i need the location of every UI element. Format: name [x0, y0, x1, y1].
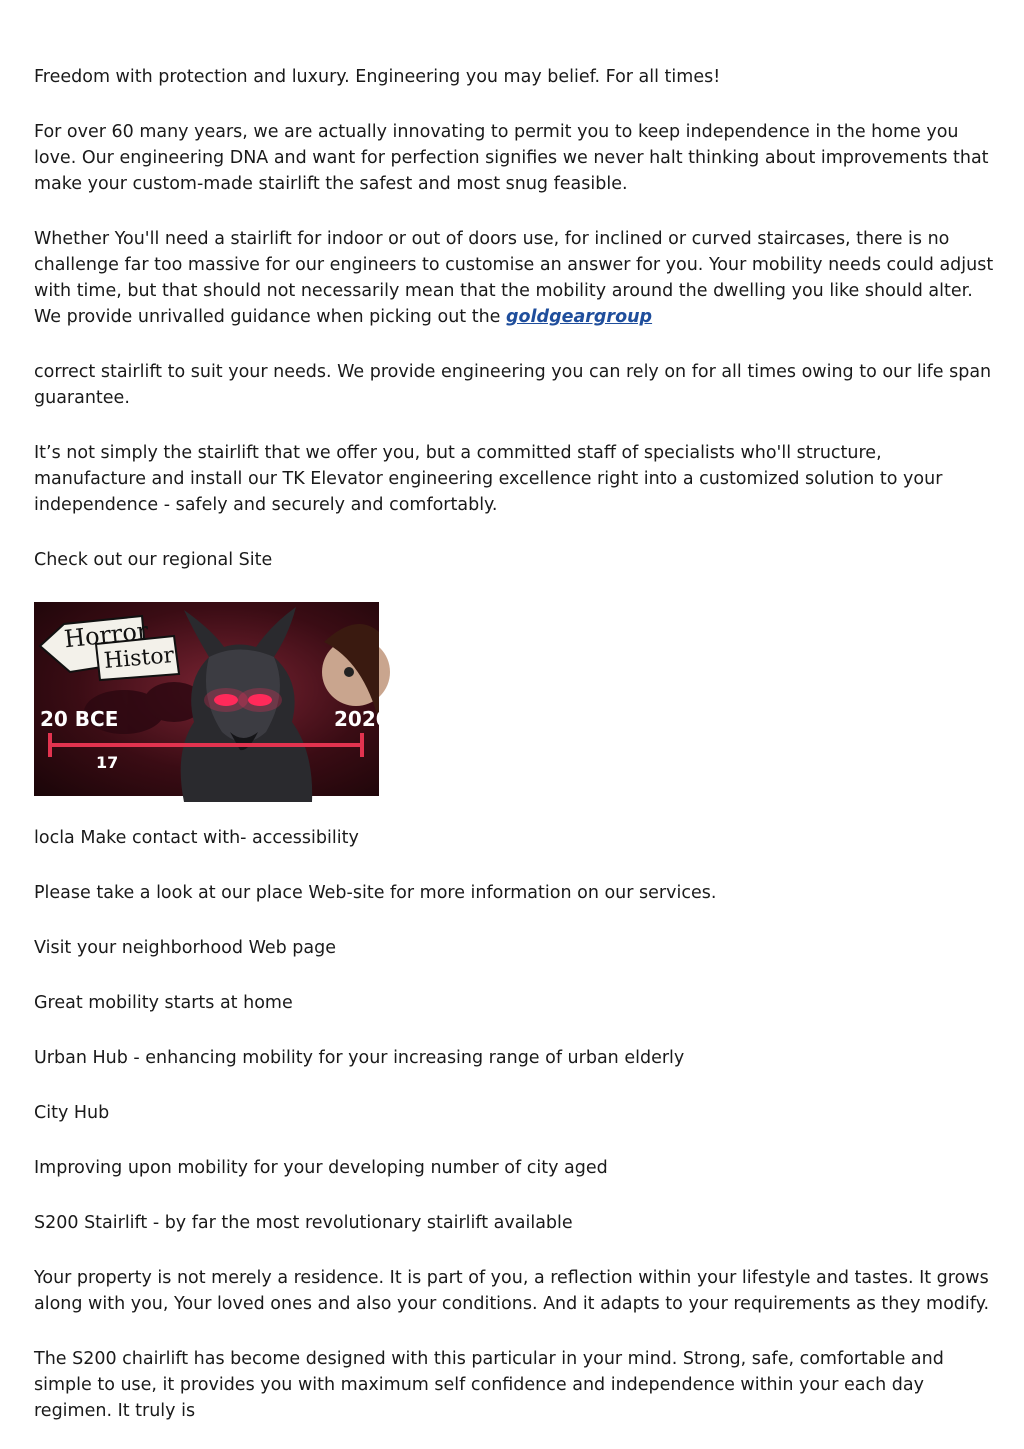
sign-label-horror: Horror: [62, 616, 150, 654]
paragraph-s200: S200 Stairlift - by far the most revolutionary stairlift available: [34, 1213, 573, 1233]
timeline-end-year: 2020: [334, 707, 390, 731]
paragraph-urban-hub: Urban Hub - enhancing mobility for your increasing range of urban elderly: [34, 1048, 685, 1068]
goldgeargroup-link[interactable]: goldgeargroup: [506, 307, 653, 327]
demon-figure: [181, 607, 312, 802]
paragraph-intro: Freedom with protection and luxury. Engineering you may belief. For all times!: [34, 67, 721, 87]
paragraph-customise-text: Whether You'll need a stairlift for indoor or out of doors use, for inclined or curved staircases, there is no challenge far too massive for our engineers to customise an answer for you. Your mobility needs could adjust with time, but that should not necessarily mean that the mobility around the dwelling you like should alter. We provide unrivalled guidance when picking out the: [34, 229, 994, 327]
paragraph-property: Your property is not merely a residence. It is part of you, a reflection within your lifestyle and tastes. It grows along with you, Your loved ones and also your conditions. And it adapts to your requirements as they modify.: [34, 1268, 990, 1314]
timeline-start-year: 20 BCE: [40, 707, 119, 731]
paragraph-guarantee: correct stairlift to suit your needs. We provide engineering you can rely on for all times owing to our life span guarantee.: [34, 362, 992, 408]
paragraph-contact: locla Make contact with- accessibility: [34, 828, 359, 848]
timeline-mid-year: 17: [96, 753, 119, 772]
paragraph-history: For over 60 many years, we are actually innovating to permit you to keep independence in the home you love. Our engineering DNA and want for perfection signifies we never halt thinking about improvements that make your custom-made stairlift the safest and most snug feasible.: [34, 122, 989, 194]
paragraph-mobility-home: Great mobility starts at home: [34, 993, 293, 1013]
document-body: [34, 64, 994, 1424]
paragraph-improving: Improving upon mobility for your developing number of city aged: [34, 1158, 608, 1178]
paragraph-city-hub: City Hub: [34, 1103, 110, 1123]
paragraph-regional-site: Check out our regional Site: [34, 550, 273, 570]
paragraph-chairlift: The S200 chairlift has become designed with this particular in your mind. Strong, safe, comfortable and simple to use, it provides you with maximum self confidence and independence within your each day regimen. It truly is: [34, 1349, 944, 1421]
paragraph-more-info: Please take a look at our place Web-site for more information on our services.: [34, 883, 717, 903]
horror-history-thumbnail: [34, 602, 390, 796]
paragraph-specialists: It’s not simply the stairlift that we offer you, but a committed staff of specialists who'll structure, manufacture and install our TK Elevator engineering excellence right into a customized solution to your independence - safely and securely and comfortably.: [34, 443, 943, 515]
paragraph-customise: [34, 226, 994, 330]
paragraph-visit: Visit your neighborhood Web page: [34, 938, 336, 958]
sign-label-history: Histor: [103, 642, 176, 675]
